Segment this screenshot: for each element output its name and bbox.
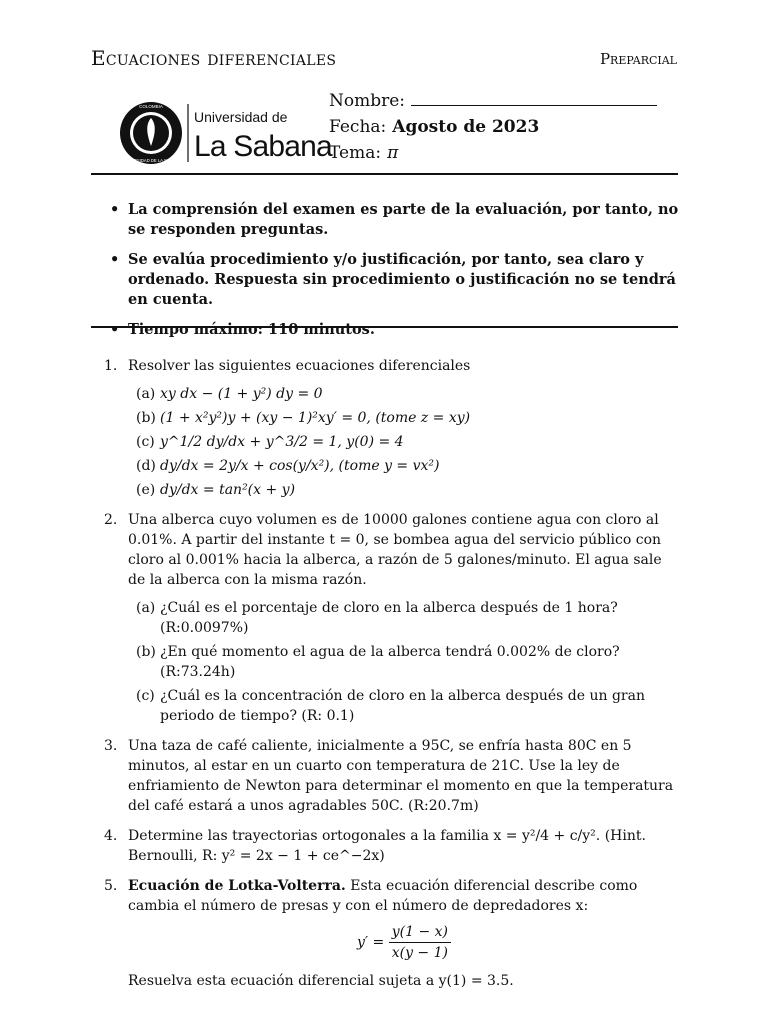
subproblem: (c) y^1/2 dy/dx + y^3/2 = 1, y(0) = 4: [136, 434, 404, 450]
instruction-item: • Tiempo máximo: 110 minutos.: [110, 320, 680, 340]
problem-text: Resolver las siguientes ecuaciones diferenciales: [128, 358, 471, 374]
problem-number: 3.: [104, 738, 118, 754]
subproblem: (e) dy/dx = tan²(x + y): [136, 482, 296, 498]
equation-numerator: y(1 − x): [389, 922, 451, 943]
problems-list: [104, 356, 680, 1001]
date-label: Fecha:: [329, 117, 387, 137]
problem-title: Ecuación de Lotka-Volterra.: [128, 878, 346, 894]
name-row: [329, 88, 657, 114]
bottom-divider: [91, 326, 678, 328]
subproblem: (c) ¿Cuál es la concentración de cloro en la alberca después de un gran periodo de tiempo? (R: 0.1): [136, 688, 645, 724]
problem-2: [104, 510, 680, 726]
topic-row: [329, 140, 657, 166]
name-label: Nombre:: [329, 91, 406, 111]
problem-text: Ecuación de Lotka-Volterra. Esta ecuación diferencial describe como cambia el número de presas y con el número de depredadores x:: [128, 878, 638, 914]
date-row: [329, 114, 657, 140]
subproblem: (d) dy/dx = 2y/x + cos(y/x²), (tome y = vx²): [136, 458, 440, 474]
topic-value: π: [387, 143, 399, 163]
lotka-volterra-equation: y′ = $\frac{y(1 - x)}{x(y - 1)}$: [128, 922, 680, 963]
subproblem: (a) xy dx − (1 + y²) dy = 0: [136, 386, 323, 402]
problem-text: Determine las trayectorias ortogonales a la familia x = y²/4 + c/y². (Hint. Bernoulli, R: y² = 2x − 1 + ce^−2x): [128, 828, 646, 864]
problem-3: [104, 736, 680, 816]
subproblem-list: [128, 384, 680, 500]
instruction-item: • La comprensión del examen es parte de la evaluación, por tanto, no se responden preguntas.: [110, 200, 680, 240]
course-title: Ecuaciones diferenciales: [91, 46, 337, 70]
problem-number: 1.: [104, 358, 118, 374]
name-blank-line[interactable]: [411, 91, 657, 106]
problem-1: [104, 356, 680, 500]
university-logo: [118, 98, 332, 168]
logo-line2: La Sabana: [194, 130, 332, 163]
instruction-item: • Se evalúa procedimiento y/o justificación, por tanto, sea claro y ordenado. Respuesta sin procedimiento o justificación no se tendrá en cuenta.: [110, 250, 680, 310]
document-type: Preparcial: [599, 50, 677, 68]
problem-text: Una alberca cuyo volumen es de 10000 galones contiene agua con cloro al 0.01%. A partir del instante t = 0, se bombea agua del servicio público con cloro al 0.001% hacia la alberca, a razón de 5 galones/minuto. El agua sale de la alberca con la misma razón.: [128, 512, 662, 588]
subproblem: (a) ¿Cuál es el porcentaje de cloro en la alberca después de 1 hora? (R:0.0097%): [136, 600, 618, 636]
problem-number: 5.: [104, 878, 118, 894]
logo-ring-top: COLOMBIA: [139, 104, 163, 109]
top-divider: [91, 173, 678, 175]
problem-text: Una taza de café caliente, inicialmente a 95C, se enfría hasta 80C en 5 minutos, al estar en un cuarto con temperatura de 21C. Use la ley de enfriamiento de Newton para determinar el momento en que la temperatura del café estará a unos agradables 50C. (R:20.7m): [128, 738, 674, 814]
subproblem: (b) ¿En qué momento el agua de la alberca tendrá 0.002% de cloro? (R:73.24h): [136, 644, 620, 680]
problem-4: [104, 826, 680, 866]
topic-label: Tema:: [329, 143, 382, 163]
logo-ring-text: UNIVERSIDAD DE LA SABANA: [121, 158, 181, 163]
problem-number: 4.: [104, 828, 118, 844]
subproblem-list: [128, 598, 680, 726]
student-info: [329, 88, 657, 166]
problem-5: [104, 876, 680, 991]
equation-denominator: x(y − 1): [391, 945, 448, 961]
problem-closing: Resuelva esta ecuación diferencial sujeta a y(1) = 3.5.: [128, 973, 514, 989]
logo-line1: Universidad de: [194, 109, 288, 125]
subproblem: (b) (1 + x²y²)y + (xy − 1)²xy′ = 0, (tome z = xy): [136, 410, 471, 426]
date-value: Agosto de 2023: [392, 117, 540, 137]
problem-number: 2.: [104, 512, 118, 528]
